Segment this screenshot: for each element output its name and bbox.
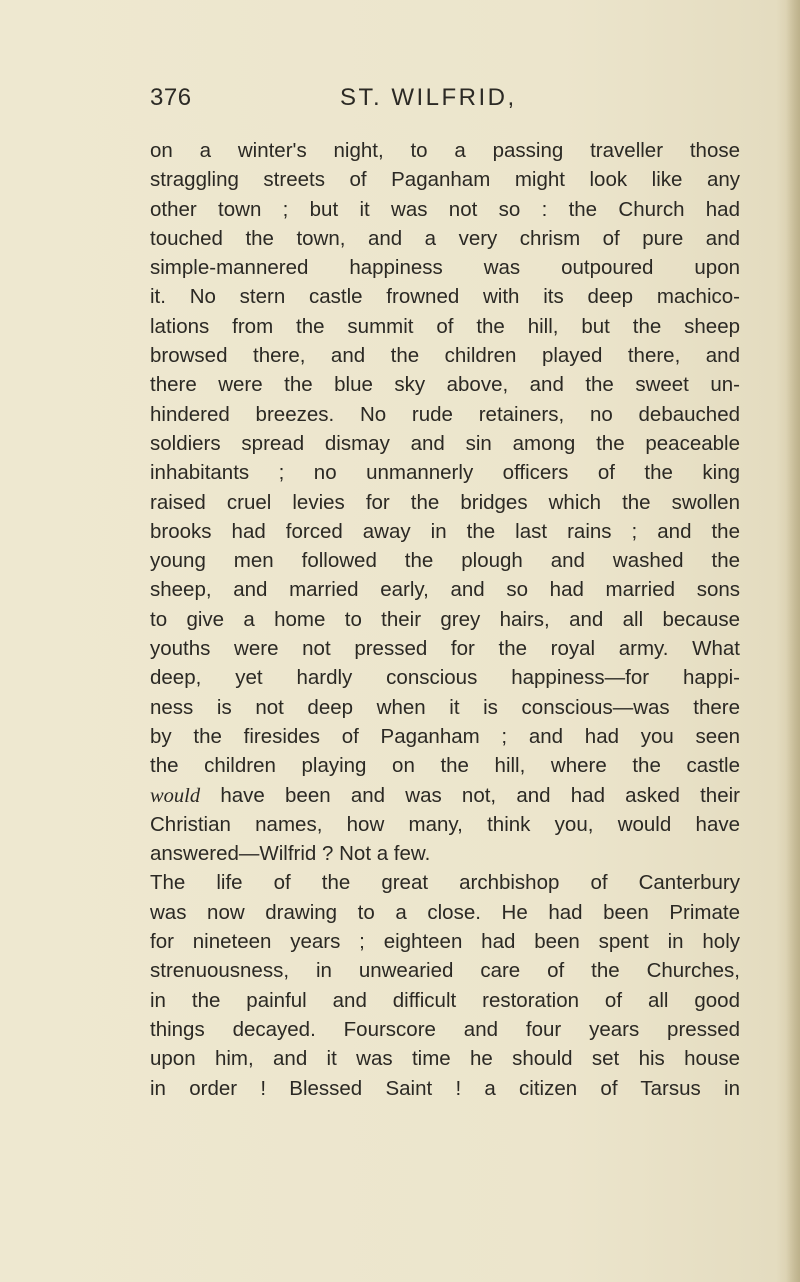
paragraph-end-line: answered—Wilfrid ? Not a few. <box>150 842 431 866</box>
text-line: there were the blue sky above, and the sweet un- <box>150 373 740 397</box>
body-text <box>150 136 740 1103</box>
text-line: in the painful and difficult restoration of all good <box>150 988 740 1012</box>
text-line: simple-mannered happiness was outpoured upon <box>150 256 740 280</box>
text-line: hindered breezes. No rude retainers, no debauched <box>150 402 740 426</box>
text-line: things decayed. Fourscore and four years pressed <box>150 1017 740 1041</box>
text-line: was now drawing to a close. He had been Primate <box>150 900 740 924</box>
italic-word: would <box>150 784 201 807</box>
text-line: brooks had forced away in the last rains ; and the <box>150 519 740 543</box>
text-line <box>150 781 740 810</box>
text-line: sheep, and married early, and so had married sons <box>150 578 740 602</box>
page-number: 376 <box>150 84 192 111</box>
text-line: browsed there, and the children played there, and <box>150 344 740 368</box>
text-line: young men followed the plough and washed the <box>150 549 740 573</box>
text-line: strenuousness, in unwearied care of the Churches, <box>150 959 740 983</box>
text-line: to give a home to their grey hairs, and all because <box>150 607 740 631</box>
running-head <box>150 84 770 124</box>
text-line: ness is not deep when it is conscious—was there <box>150 695 740 719</box>
running-title: ST. WILFRID, <box>340 84 517 111</box>
text-line: soldiers spread dismay and sin among the peaceable <box>150 431 740 455</box>
page-edge-shadow <box>786 0 800 1282</box>
text-line: it. No stern castle frowned with its deep machico- <box>150 285 740 309</box>
text-line: upon him, and it was time he should set his house <box>150 1047 740 1071</box>
line-remainder: have been and was not, and had asked their <box>200 783 740 807</box>
text-line: inhabitants ; no unmannerly officers of the king <box>150 461 740 485</box>
text-line: in order ! Blessed Saint ! a citizen of Tarsus in <box>150 1076 740 1100</box>
text-line: deep, yet hardly conscious happiness—for happi- <box>150 666 740 690</box>
text-line: youths were not pressed for the royal army. What <box>150 637 740 661</box>
text-line: straggling streets of Paganham might look like any <box>150 168 740 192</box>
text-line: raised cruel levies for the bridges which the swollen <box>150 490 740 514</box>
text-line: on a winter's night, to a passing traveller those <box>150 139 740 162</box>
text-line: other town ; but it was not so : the Church had <box>150 197 740 221</box>
text-line: the children playing on the hill, where the castle <box>150 754 740 778</box>
text-line: touched the town, and a very chrism of pure and <box>150 226 740 250</box>
text-line: by the firesides of Paganham ; and had you seen <box>150 724 740 748</box>
text-line: for nineteen years ; eighteen had been spent in holy <box>150 930 740 954</box>
text-line: The life of the great archbishop of Canterbury <box>150 871 740 895</box>
text-line: Christian names, how many, think you, would have <box>150 812 740 836</box>
text-line: lations from the summit of the hill, but the sheep <box>150 314 740 338</box>
